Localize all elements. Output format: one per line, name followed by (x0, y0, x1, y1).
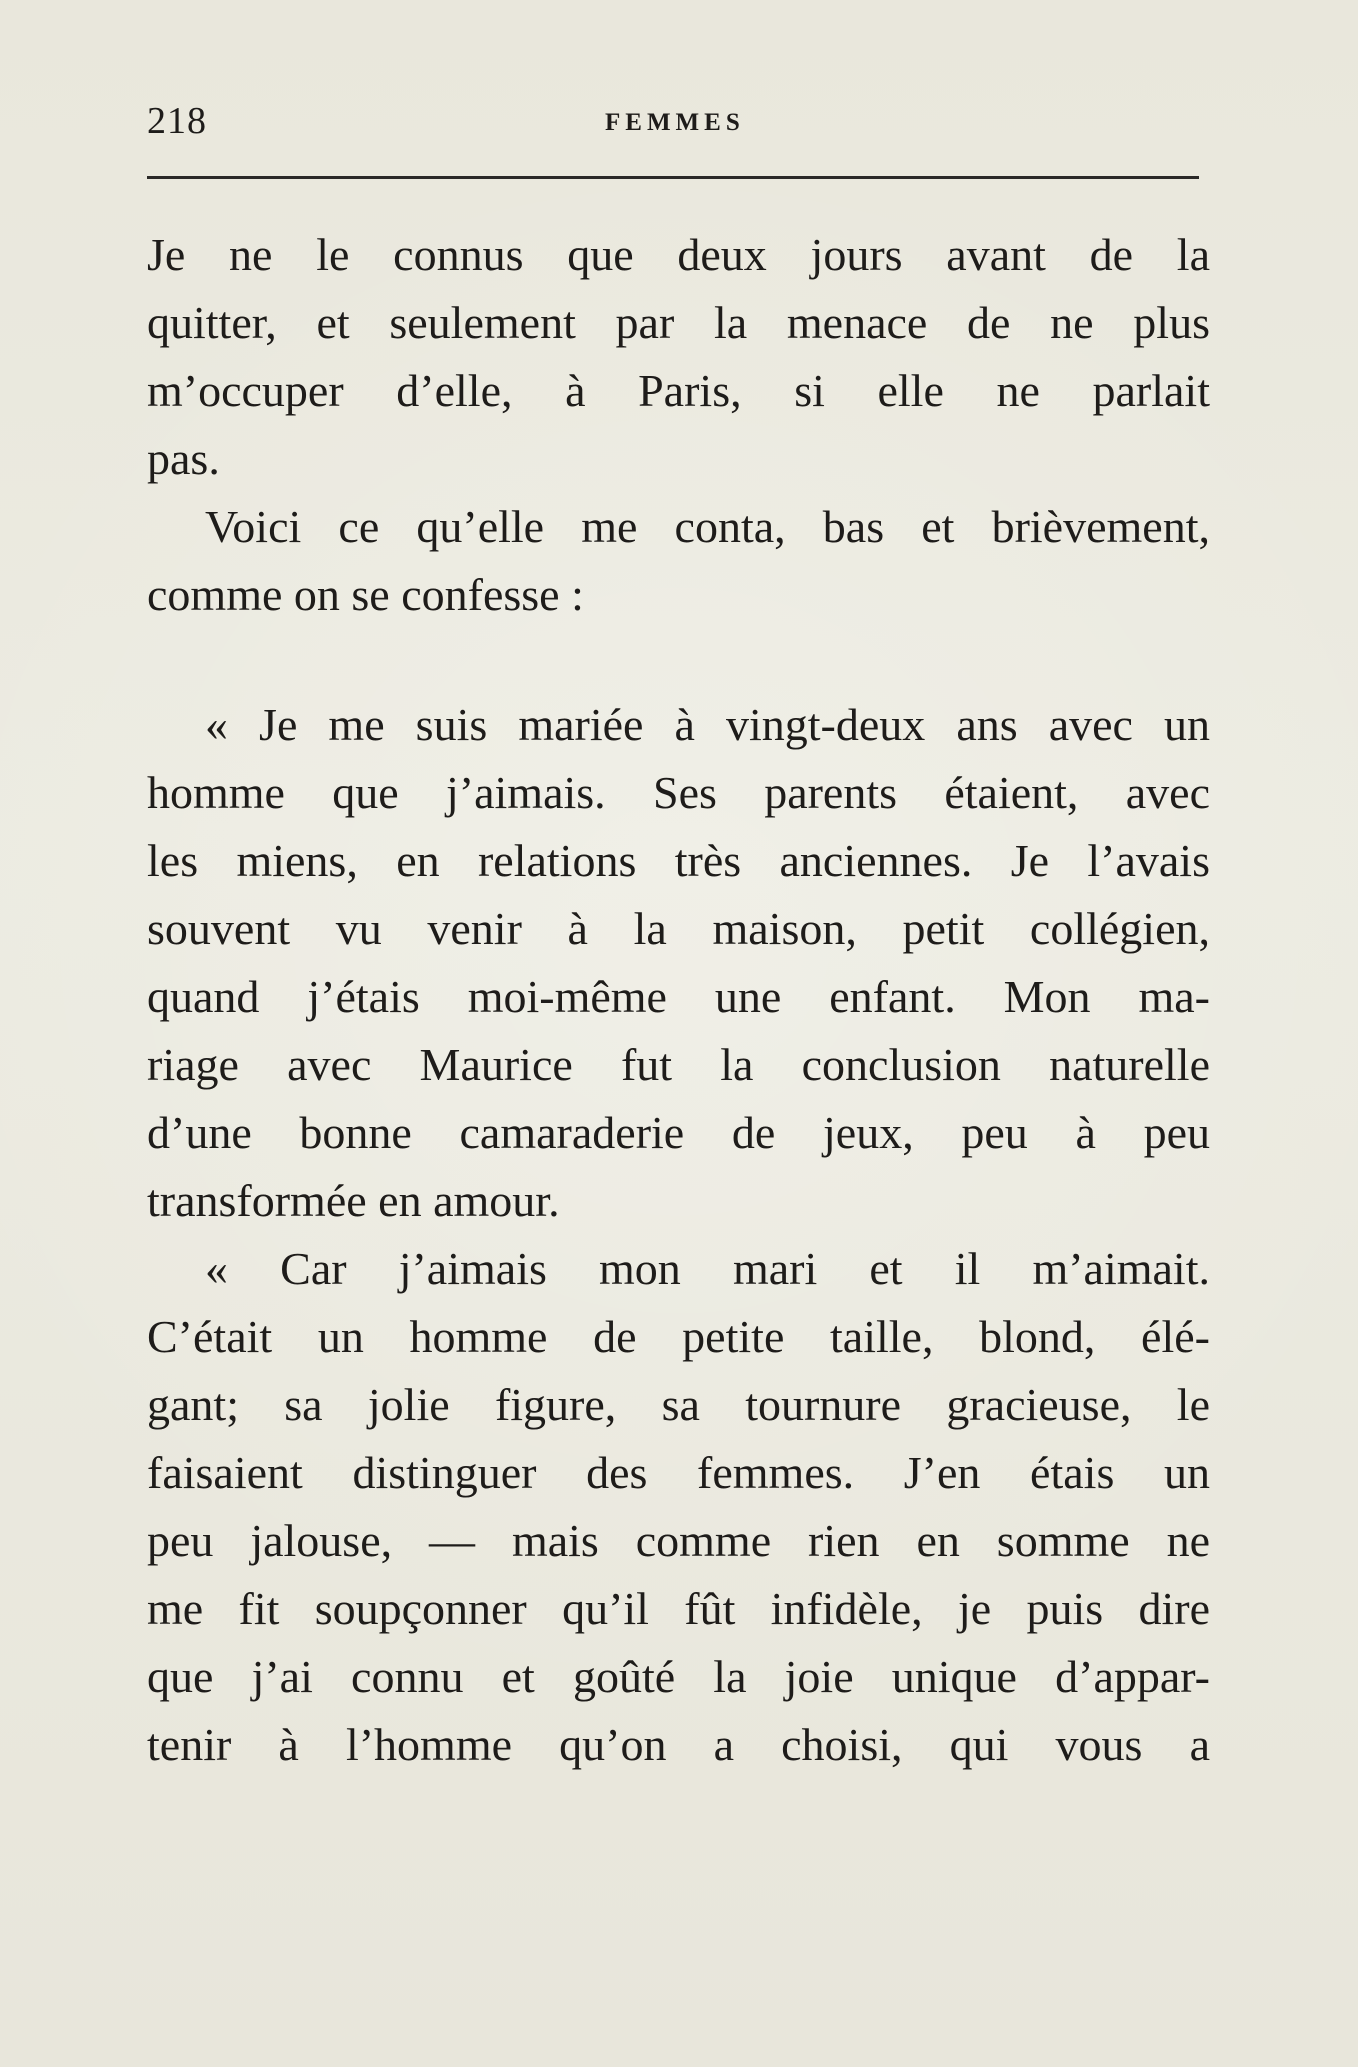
paragraph (147, 1235, 1210, 1779)
header-rule (147, 176, 1199, 179)
page-header (147, 96, 1200, 146)
page-number: 218 (147, 100, 207, 142)
text-line: quand j’étais moi-même une enfant. Mon ma- (147, 971, 1210, 1022)
text-line: gant; sa jolie figure, sa tournure gracieuse, le (147, 1379, 1210, 1430)
section-gap (147, 629, 1210, 691)
text-line: souvent vu venir à la maison, petit collégien, (147, 903, 1210, 954)
text-line: Voici ce qu’elle me conta, bas et brièvement, (205, 501, 1210, 552)
text-line: tenir à l’homme qu’on a choisi, qui vous a (147, 1719, 1210, 1770)
paragraph (147, 691, 1210, 1235)
text-line: C’était un homme de petite taille, blond, élé- (147, 1311, 1210, 1362)
text-line: quitter, et seulement par la menace de ne plus (147, 297, 1210, 348)
text-line: peu jalouse, — mais comme rien en somme ne (147, 1515, 1210, 1566)
text-line: comme on se confesse : (147, 569, 584, 620)
running-title: FEMMES (605, 109, 745, 136)
text-line: que j’ai connu et goûté la joie unique d’appar- (147, 1651, 1210, 1702)
text-line: pas. (147, 433, 220, 484)
text-line: faisaient distinguer des femmes. J’en étais un (147, 1447, 1210, 1498)
text-line: d’une bonne camaraderie de jeux, peu à peu (147, 1107, 1210, 1158)
text-line: transformée en amour. (147, 1175, 560, 1226)
text-line: Je ne le connus que deux jours avant de la (147, 229, 1210, 280)
text-line: homme que j’aimais. Ses parents étaient, avec (147, 767, 1210, 818)
text-line: m’occuper d’elle, à Paris, si elle ne parlait (147, 365, 1210, 416)
paragraph (147, 221, 1210, 493)
text-line: me fit soupçonner qu’il fût infidèle, je puis dire (147, 1583, 1210, 1634)
text-line: « Je me suis mariée à vingt-deux ans avec un (205, 699, 1210, 750)
text-line: les miens, en relations très anciennes. Je l’avais (147, 835, 1210, 886)
text-line: « Car j’aimais mon mari et il m’aimait. (205, 1243, 1210, 1294)
paragraph (147, 493, 1210, 629)
text-line: riage avec Maurice fut la conclusion naturelle (147, 1039, 1210, 1090)
body-text (147, 221, 1210, 1779)
